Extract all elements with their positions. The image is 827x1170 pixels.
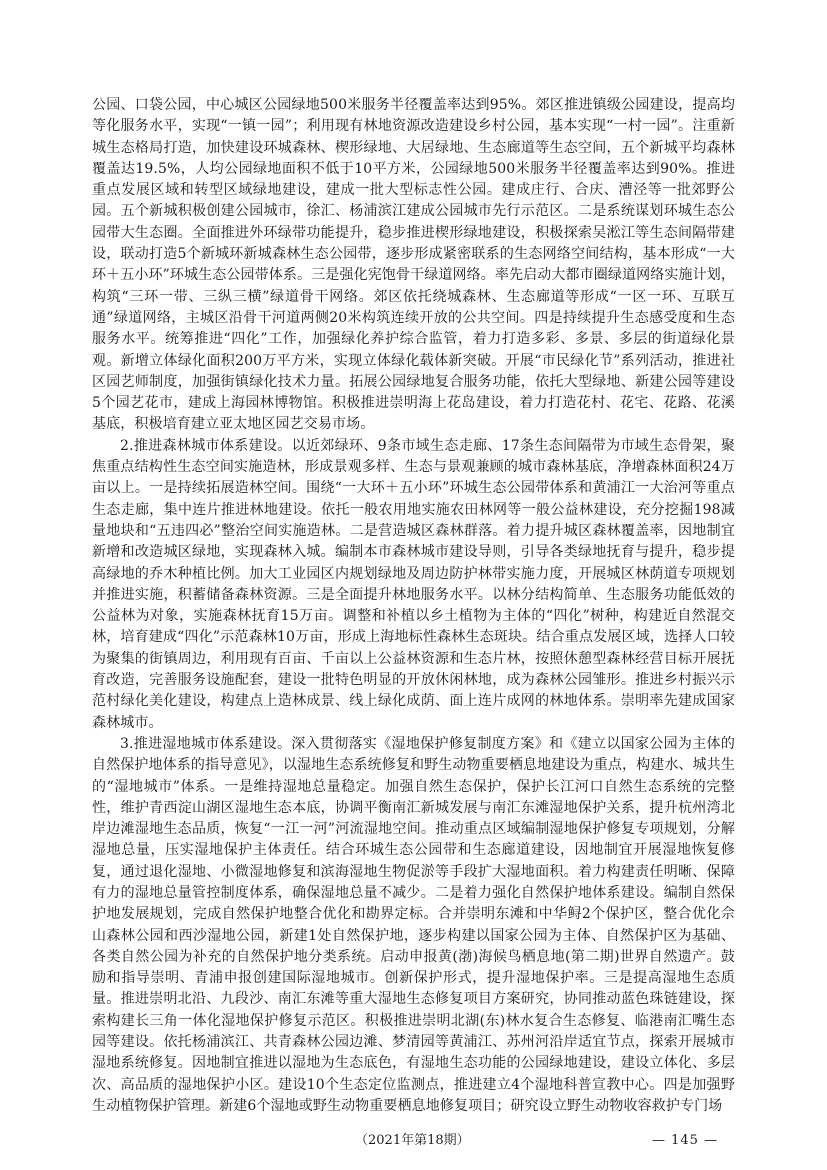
paragraph-continuation: 公园、口袋公园，中心城区公园绿地500米服务半径覆盖率达到95%。郊区推进镇级公园建设，提高均等化服务水平，实现“一镇一园”；利用现有林地资源改造建设乡村公园，基本实现“一村一园”。注重新城生态格局打造，加快建设环城森林、楔形绿地、大居绿地、生态廊道等生态空间，五个新城平均森林覆盖达19.5%，人均公园绿地面积不低于10平方米，公园绿地500米服务半径覆盖率达到90%。推进重点发展区域和转型区域绿地建设，建成一批大型标志性公园。建成庄行、合庆、漕泾等一批郊野公园。五个新城积极创建公园城市，徐汇、杨浦滨江建成公园城市先行示范区。二是系统谋划环城生态公园带大生态圈。全面推进外环绿带功能提升，稳步推进楔形绿地建设，积极探索吴淞江等生态间隔带建设，联动打造5个新城环新城森林生态公园带，逐步形成紧密联系的生态网络空间结构，基本形成“一大环＋五小环”环城生态公园带体系。三是强化宪饱骨干绿道网络。率先启动大都市圈绿道网络实施计划，构筑“三环一带、三纵三横”绿道骨干网络。郊区依托绕城森林、生态廊道等形成“一区一环、互联互通”绿道网络，主城区沿骨干河道两侧20米构筑连续开放的公共空间。四是持续提升生态感受度和生态服务水平。统筹推进“四化”工作，加强绿化养护综合监管，着力打造多彩、多景、多层的街道绿化景观。新增立体绿化面积200万平方米，实现立体绿化载体新突破。开展“市民绿化节”系列活动，推进社区园艺师制度，加强街镇绿化技术力量。拓展公园绿地复合服务功能，依托大型绿地、新建公园等建设5个园艺花市，建成上海园林博物馆。积极推进崇明海上花岛建设，着力打造花村、花宅、花路、花溪基底，积极培育建立亚太地区园艺交易市场。 — [92, 97, 735, 433]
issue-label: （2021年第18期） — [355, 1133, 470, 1148]
page-number: — 145 — — [652, 1133, 719, 1148]
paragraph-wetland-city: 3.推进湿地城市体系建设。深入贯彻落实《湿地保护修复制度方案》和《建立以国家公园为主体的自然保护地体系的指导意见》，以湿地生态系统修复和野生动物重要栖息地建设为重点，构建水、城共生的“湿地城市”体系。一是维持湿地总量稳定。加强自然生态保护，保护长江河口自然生态系统的完整性，维护青西淀山湖区湿地生态本底，协调平衡南汇新城发展与南汇东滩湿地保护关系，提升杭州湾北岸边滩湿地生态品质，恢复“一江一河”河流湿地空间。推动重点区域编制湿地保护修复专项规划，分解湿地总量，压实湿地保护主体责任。结合环城生态公园带和生态廊道建设，因地制宜开展湿地恢复修复，通过退化湿地、小微湿地修复和滨海湿地生物促淤等手段扩大湿地面积。着力构建责任明晰、保障有力的湿地总量管控制度体系，确保湿地总量不减少。二是着力强化自然保护地体系建设。编制自然保护地发展规划，完成自然保护地整合优化和勘界定标。合并崇明东滩和中华鲟2个保护区，整合优化佘山森林公园和西沙湿地公园，新建1处自然保护地，逐步构建以国家公园为主体、自然保护区为基础、各类自然公园为补充的自然保护地分类系统。启动申报黄(渤)海候鸟栖息地(第二期)世界自然遗产。鼓励和指导崇明、青浦申报创建国际湿地城市。创新保护形式，提升湿地保护率。三是提高湿地生态质量。推进崇明北沿、九段沙、南汇东滩等重大湿地生态修复项目方案研究，协同推动蓝色珠链建设，探索构建长三角一体化湿地保护修复示范区。积极推进崇明北湖(东)林水复合生态修复、临港南汇嘴生态园等建设。依托杨浦滨江、共青森林公园边滩、梦清园等黄浦江、苏州河沿岸适宜节点，探索开展城市湿地系统修复。因地制宜推进以湿地为生态底色，有湿地生态功能的公园绿地建设，建设立体化、多层次、高品质的湿地保护小区。建设10个生态定位监测点，推进建立4个湿地科普宣教中心。四是加强野生动植物保护管理。新建6个湿地或野生动物重要栖息地修复项目；研究设立野生动物收容救护专门场 — [92, 735, 735, 1114]
article-body — [92, 95, 735, 1117]
paragraph-forest-city: 2.推进森林城市体系建设。以近郊绿环、9条市域生态走廊、17条生态间隔带为市域生态骨架，聚焦重点结构性生态空间实施造林，形成景观多样、生态与景观兼顾的城市森林基底，净增森林面积24万亩以上。一是持续拓展造林空间。围绕“一大环＋五小环”环城生态公园带体系和黄浦江一大治河等重点生态走廊，集中连片推进林地建设。依托一般农用地实施农田林网等一般公益林建设，充分挖掘198减量地块和“五违四必”整治空间实施造林。二是营造城区森林群落。着力提升城区森林覆盖率，因地制宜新增和改造城区绿地，实现森林入城。编制本市森林城市建设导则，引导各类绿地抚育与提升，稳步提高绿地的乔木种植比例。加大工业园区内规划绿地及周边防护林带实施力度，开展城区林荫道专项规划并推进实施，积蓄储备森林资源。三是全面提升林地服务水平。以林分结构简单、生态服务功能低效的公益林为对象，实施森林抚育15万亩。调整和补植以乡土植物为主体的“四化”树种，构建近自然混交林，培育建成“四化”示范森林10万亩，形成上海地标性森林生态斑块。结合重点发展区域，选择人口较为聚集的街镇周边，利用现有百亩、千亩以上公益林资源和生态片林，按照休憩型森林经营目标开展抚育改造，完善服务设施配套，建设一批特色明显的开放休闲林地，成为森林公园雏形。推进乡村振兴示范村绿化美化建设，构建点上造林成景、线上绿化成荫、面上连片成网的林地体系。崇明率先建成国家森林城市。 — [92, 437, 735, 731]
